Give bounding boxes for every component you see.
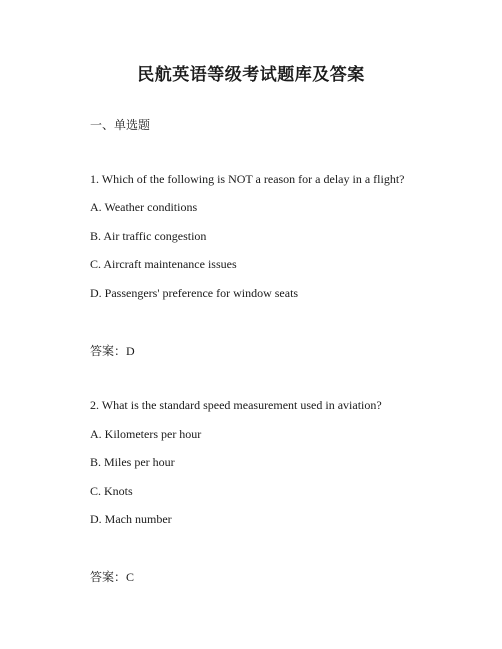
question-2-option-a: A. Kilometers per hour <box>90 427 202 441</box>
question-1-option-b: B. Air traffic congestion <box>90 229 207 243</box>
question-1-option-d: D. Passengers' preference for window seats <box>90 286 299 300</box>
section-heading: 一、单选题 <box>90 118 151 132</box>
question-1-answer: 答案：D <box>90 344 135 358</box>
question-1-option-c: C. Aircraft maintenance issues <box>90 257 237 271</box>
document-title: 民航英语等级考试题库及答案 <box>137 65 365 84</box>
question-2-answer: 答案：C <box>90 570 135 584</box>
question-2-option-d: D. Mach number <box>90 512 172 526</box>
question-1-option-a: A. Weather conditions <box>90 200 198 214</box>
question-2-text: 2. What is the standard speed measurement used in aviation? <box>90 398 382 412</box>
question-2-option-c: C. Knots <box>90 484 133 498</box>
question-1-text: 1. Which of the following is NOT a reason for a delay in a flight? <box>90 172 405 186</box>
question-2-option-b: B. Miles per hour <box>90 455 175 469</box>
